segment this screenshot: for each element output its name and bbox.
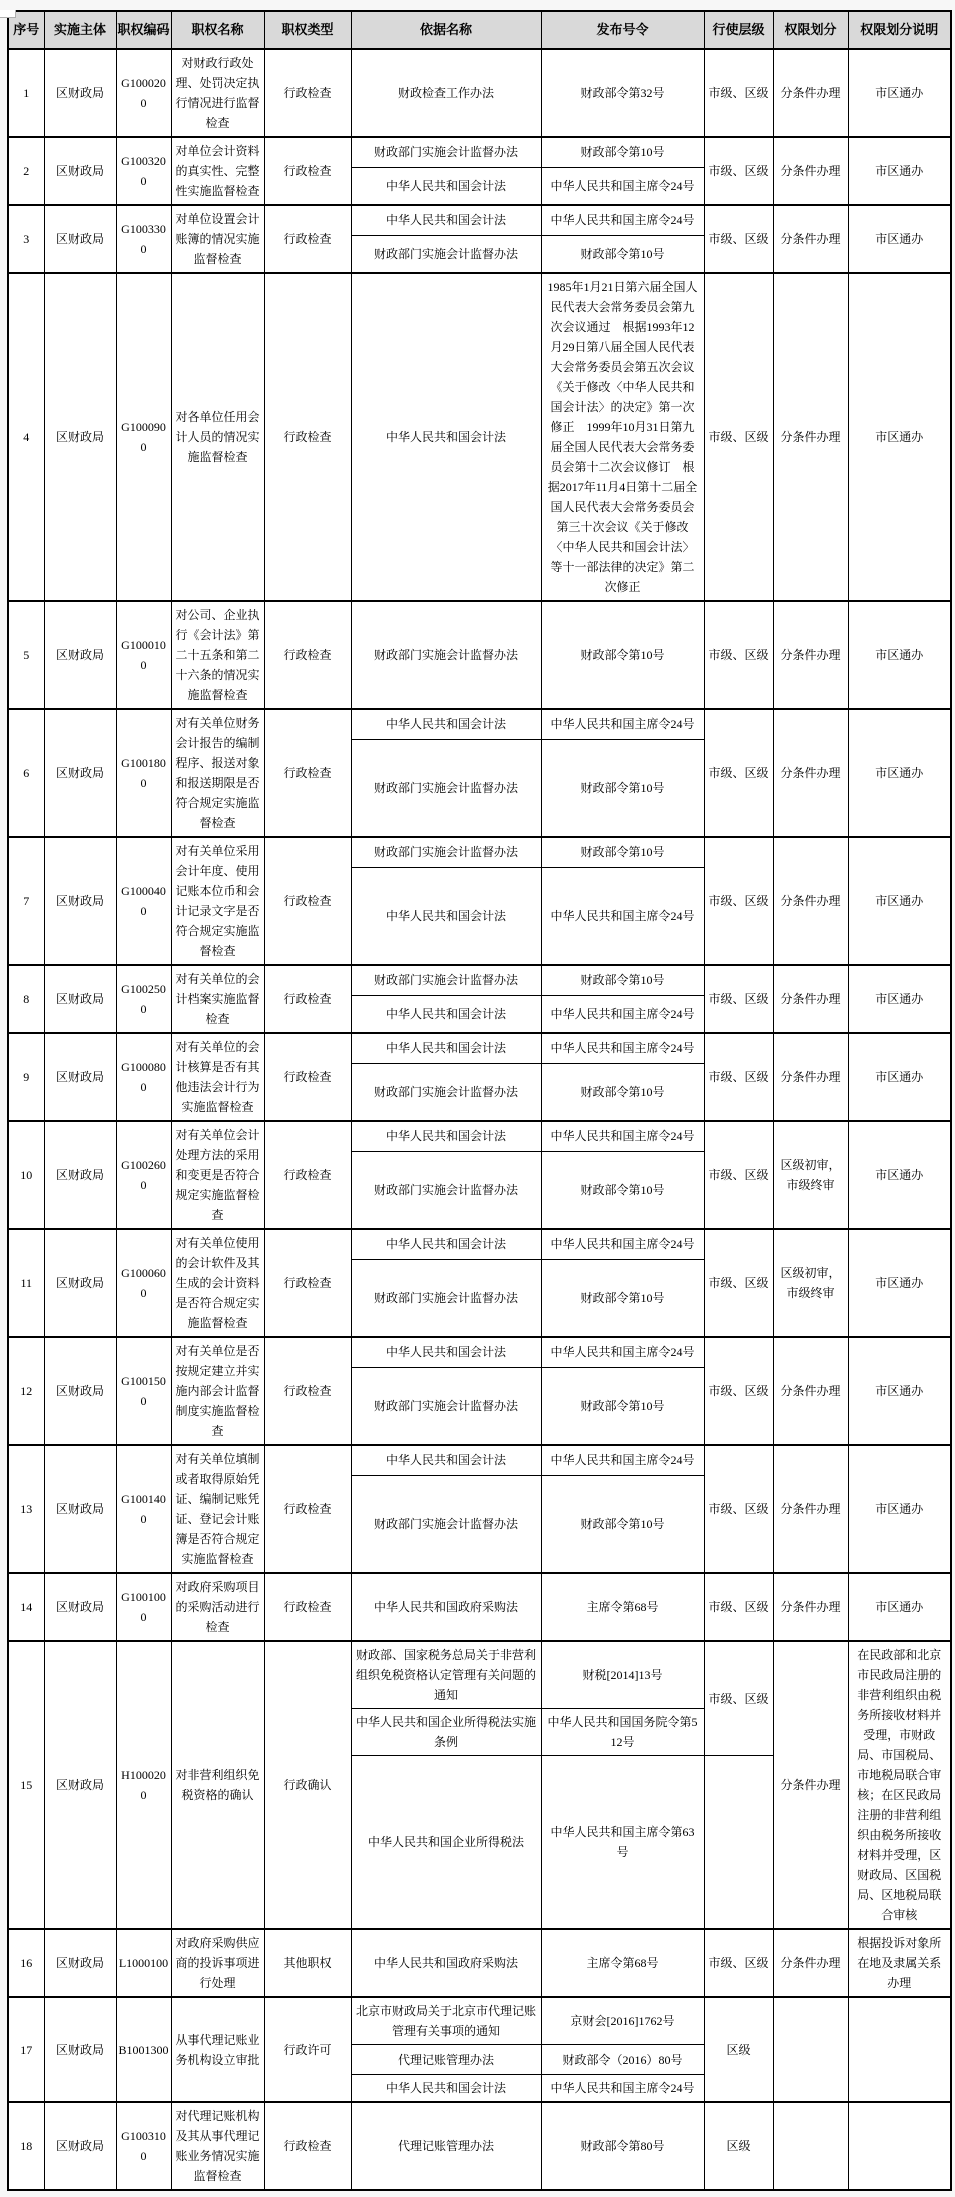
cell-order: 财政部令第32号: [541, 49, 704, 137]
column-header: 职权类型: [264, 11, 351, 49]
cell-serial: 12: [8, 1337, 44, 1445]
column-header: 权限划分: [773, 11, 848, 49]
cell-agency: 区财政局: [44, 137, 116, 205]
cell-name: 对公司、企业执行《会计法》第二十五条和第二十六条的情况实施监督检查: [171, 601, 264, 709]
cell-level: 市级、区级: [704, 965, 773, 1033]
cell-basis: 代理记账管理办法: [351, 2102, 541, 2190]
cell-basis: 财政部门实施会计监督办法: [351, 235, 541, 273]
table-row: [8, 837, 951, 867]
cell-note: 市区通办: [848, 205, 951, 273]
cell-serial: 17: [8, 1997, 44, 2102]
cell-name: 对有关单位使用的会计软件及其生成的会计资料是否符合规定实施监督检查: [171, 1229, 264, 1337]
cell-level: 市级、区级: [704, 601, 773, 709]
cell-note: 根据投诉对象所在地及隶属关系办理: [848, 1929, 951, 1997]
column-header: 权限划分说明: [848, 11, 951, 49]
table-row: [8, 1121, 951, 1151]
cell-type: 行政检查: [264, 601, 351, 709]
cell-code: H1000200: [116, 1641, 171, 1929]
cell-level: 区级: [704, 1997, 773, 2102]
cell-name: 对政府采购供应商的投诉事项进行处理: [171, 1929, 264, 1997]
cell-division: 分条件办理: [773, 1033, 848, 1121]
cell-order: 中华人民共和国主席令24号: [541, 1445, 704, 1475]
cell-code: G1000200: [116, 49, 171, 137]
cell-basis: 中华人民共和国政府采购法: [351, 1573, 541, 1641]
cell-agency: 区财政局: [44, 1445, 116, 1573]
cell-serial: 5: [8, 601, 44, 709]
cell-code: G1000900: [116, 273, 171, 601]
cell-type: 行政检查: [264, 1229, 351, 1337]
cell-code: G1000100: [116, 601, 171, 709]
cell-code: G1002600: [116, 1121, 171, 1229]
cell-order: 中华人民共和国主席令24号: [541, 709, 704, 739]
cell-basis: 代理记账管理办法: [351, 2045, 541, 2075]
cell-agency: 区财政局: [44, 1573, 116, 1641]
cell-note: 市区通办: [848, 709, 951, 837]
cell-basis: 中华人民共和国会计法: [351, 1337, 541, 1367]
cell-order: 财政部令第10号: [541, 1151, 704, 1229]
cell-type: 行政检查: [264, 1573, 351, 1641]
column-header: 实施主体: [44, 11, 116, 49]
cell-type: 行政检查: [264, 1121, 351, 1229]
cell-name: 对单位设置会计账簿的情况实施监督检查: [171, 205, 264, 273]
cell-serial: 9: [8, 1033, 44, 1121]
cell-level: 区级: [704, 2102, 773, 2190]
cell-type: 行政检查: [264, 709, 351, 837]
cell-division: 分条件办理: [773, 1337, 848, 1445]
cell-basis: 财政部门实施会计监督办法: [351, 739, 541, 837]
cell-note: 市区通办: [848, 837, 951, 965]
cell-serial: 6: [8, 709, 44, 837]
cell-note: 市区通办: [848, 965, 951, 1033]
cell-name: 对代理记账机构及其从事代理记账业务情况实施监督检查: [171, 2102, 264, 2190]
cell-type: 行政检查: [264, 137, 351, 205]
table-row: [8, 601, 951, 709]
cell-division: 分条件办理: [773, 205, 848, 273]
cell-division: [773, 1997, 848, 2102]
cell-code: G1000800: [116, 1033, 171, 1121]
cell-basis: 财政部门实施会计监督办法: [351, 837, 541, 867]
table-row: [8, 205, 951, 235]
cell-basis: 中华人民共和国会计法: [351, 1121, 541, 1151]
table-row: [8, 137, 951, 167]
cell-order: 财政部令第10号: [541, 837, 704, 867]
cell-basis: 中华人民共和国会计法: [351, 995, 541, 1033]
cell-order: 中华人民共和国主席令24号: [541, 1121, 704, 1151]
cell-basis: 财政部门实施会计监督办法: [351, 1151, 541, 1229]
cell-order: 中华人民共和国主席令24号: [541, 205, 704, 235]
cell-name: 对有关单位会计处理方法的采用和变更是否符合规定实施监督检查: [171, 1121, 264, 1229]
table-row: [8, 1337, 951, 1367]
cell-order: 中华人民共和国主席令24号: [541, 1229, 704, 1259]
cell-basis: 中华人民共和国会计法: [351, 709, 541, 739]
column-header: 序号: [8, 11, 44, 49]
cell-basis: 财政部门实施会计监督办法: [351, 601, 541, 709]
cell-serial: 15: [8, 1641, 44, 1929]
cell-division: 分条件办理: [773, 49, 848, 137]
cell-type: 行政检查: [264, 273, 351, 601]
cell-basis: 财政部、国家税务总局关于非营利组织免税资格认定管理有关问题的通知: [351, 1641, 541, 1709]
table-row: [8, 49, 951, 137]
cell-level: 市级、区级: [704, 1337, 773, 1445]
cell-name: 对财政行政处理、处罚决定执行情况进行监督检查: [171, 49, 264, 137]
cell-division: 分条件办理: [773, 1445, 848, 1573]
cell-agency: 区财政局: [44, 49, 116, 137]
cell-level: 市级、区级: [704, 205, 773, 273]
cell-division: 分条件办理: [773, 1641, 848, 1929]
cell-code: G1003300: [116, 205, 171, 273]
cell-level: 市级、区级: [704, 137, 773, 205]
corner-artifact: [0, 10, 16, 18]
cell-agency: 区财政局: [44, 273, 116, 601]
cell-order: 财政部令第10号: [541, 1475, 704, 1573]
cell-order: 财政部令第10号: [541, 137, 704, 167]
cell-serial: 18: [8, 2102, 44, 2190]
cell-level: 市级、区级: [704, 1641, 773, 1756]
cell-level: 市级、区级: [704, 1033, 773, 1121]
cell-note: 市区通办: [848, 1229, 951, 1337]
cell-name: 从事代理记账业务机构设立审批: [171, 1997, 264, 2102]
cell-agency: 区财政局: [44, 1929, 116, 1997]
cell-code: G1001000: [116, 1573, 171, 1641]
cell-type: 其他职权: [264, 1929, 351, 1997]
cell-agency: 区财政局: [44, 1229, 116, 1337]
cell-division: 分条件办理: [773, 137, 848, 205]
cell-basis: 中华人民共和国企业所得税法: [351, 1756, 541, 1930]
cell-type: 行政检查: [264, 1337, 351, 1445]
cell-type: 行政确认: [264, 1641, 351, 1929]
cell-serial: 13: [8, 1445, 44, 1573]
table-row: [8, 273, 951, 601]
cell-level: 市级、区级: [704, 1121, 773, 1229]
cell-basis: 中华人民共和国会计法: [351, 867, 541, 965]
cell-basis: 财政部门实施会计监督办法: [351, 1063, 541, 1121]
table-row: [8, 965, 951, 995]
cell-order: 财政部令第10号: [541, 965, 704, 995]
cell-order: 1985年1月21日第六届全国人民代表大会常务委员会第九次会议通过 根据1993年12月29日第八届全国人民代表大会常务委员会第五次会议《关于修改〈中华人民共和国会计法〉的决定》第一次修正 1999年10月31日第九届全国人民代表大会常务委员会第十二次会议修订 根据2017年11月4日第十二届全国人民代表大会常务委员会第三十次会议《关于修改〈中华人民共和国会计法〉等十一部法律的决定》第二次修正: [541, 273, 704, 601]
authority-table: [7, 10, 952, 2191]
cell-agency: 区财政局: [44, 2102, 116, 2190]
cell-name: 对各单位任用会计人员的情况实施监督检查: [171, 273, 264, 601]
cell-type: 行政检查: [264, 2102, 351, 2190]
cell-name: 对有关单位填制或者取得原始凭证、编制记账凭证、登记会计账簿是否符合规定实施监督检查: [171, 1445, 264, 1573]
cell-level: 市级、区级: [704, 49, 773, 137]
cell-agency: 区财政局: [44, 1337, 116, 1445]
cell-code: G1000400: [116, 837, 171, 965]
cell-note: 市区通办: [848, 1573, 951, 1641]
cell-division: 分条件办理: [773, 273, 848, 601]
cell-division: 分条件办理: [773, 709, 848, 837]
cell-name: 对非营利组织免税资格的确认: [171, 1641, 264, 1929]
cell-basis: 财政部门实施会计监督办法: [351, 965, 541, 995]
cell-order: 中华人民共和国国务院令第512号: [541, 1709, 704, 1756]
cell-order: 财政部令第80号: [541, 2102, 704, 2190]
cell-agency: 区财政局: [44, 205, 116, 273]
cell-type: 行政检查: [264, 1445, 351, 1573]
cell-basis: 中华人民共和国会计法: [351, 1229, 541, 1259]
table-row: [8, 1445, 951, 1475]
column-header: 依据名称: [351, 11, 541, 49]
cell-note: 市区通办: [848, 273, 951, 601]
cell-code: G1001500: [116, 1337, 171, 1445]
cell-division: 区级初审，市级终审: [773, 1121, 848, 1229]
cell-type: 行政检查: [264, 965, 351, 1033]
cell-code: G1001800: [116, 709, 171, 837]
cell-order: 中华人民共和国主席令24号: [541, 867, 704, 965]
cell-name: 对有关单位的会计核算是否有其他违法会计行为实施监督检查: [171, 1033, 264, 1121]
table-row: [8, 709, 951, 739]
cell-level: 市级、区级: [704, 273, 773, 601]
cell-division: 分条件办理: [773, 1573, 848, 1641]
cell-code: G1003200: [116, 137, 171, 205]
cell-note: 市区通办: [848, 49, 951, 137]
cell-order: 财政部令第10号: [541, 235, 704, 273]
cell-basis: 中华人民共和国会计法: [351, 273, 541, 601]
cell-basis: 财政部门实施会计监督办法: [351, 1259, 541, 1337]
cell-agency: 区财政局: [44, 709, 116, 837]
cell-order: 中华人民共和国主席令24号: [541, 1033, 704, 1063]
column-header: 职权编码: [116, 11, 171, 49]
cell-basis: 中华人民共和国会计法: [351, 1033, 541, 1063]
table-header: [8, 11, 951, 49]
cell-agency: 区财政局: [44, 837, 116, 965]
cell-name: 对有关单位的会计档案实施监督检查: [171, 965, 264, 1033]
cell-division: 分条件办理: [773, 965, 848, 1033]
cell-level: 市级、区级: [704, 1229, 773, 1337]
cell-name: 对有关单位采用会计年度、使用记账本位币和会计记录文字是否符合规定实施监督检查: [171, 837, 264, 965]
table-row: [8, 1929, 951, 1997]
column-header: 发布号令: [541, 11, 704, 49]
cell-code: G1003100: [116, 2102, 171, 2190]
cell-serial: 14: [8, 1573, 44, 1641]
cell-agency: 区财政局: [44, 1997, 116, 2102]
cell-level: 市级、区级: [704, 1573, 773, 1641]
cell-division: 区级初审，市级终审: [773, 1229, 848, 1337]
cell-code: L1000100: [116, 1929, 171, 1997]
cell-division: 分条件办理: [773, 1929, 848, 1997]
cell-order: 京财会[2016]1762号: [541, 1997, 704, 2045]
cell-division: 分条件办理: [773, 837, 848, 965]
cell-basis: 财政部门实施会计监督办法: [351, 137, 541, 167]
cell-note: 市区通办: [848, 1445, 951, 1573]
cell-note: 市区通办: [848, 601, 951, 709]
cell-order: 中华人民共和国主席令24号: [541, 1337, 704, 1367]
cell-serial: 2: [8, 137, 44, 205]
cell-note: 在民政部和北京市民政局注册的非营利组织由税务所接收材料并受理，市财政局、市国税局、市地税局联合审核；在区民政局注册的非营利组织由税务所接收材料并受理，区财政局、区国税局、区地税局联合审核: [848, 1641, 951, 1929]
cell-order: 财政部令第10号: [541, 601, 704, 709]
cell-order: 主席令第68号: [541, 1573, 704, 1641]
cell-level: [704, 1756, 773, 1930]
cell-code: B1001300: [116, 1997, 171, 2102]
cell-order: 财政部令第10号: [541, 1259, 704, 1337]
cell-agency: 区财政局: [44, 1033, 116, 1121]
table-row: [8, 1641, 951, 1709]
cell-division: [773, 2102, 848, 2190]
cell-basis: 财政部门实施会计监督办法: [351, 1367, 541, 1445]
cell-order: 财政部令第10号: [541, 1367, 704, 1445]
cell-order: 中华人民共和国主席令第63号: [541, 1756, 704, 1930]
cell-serial: 4: [8, 273, 44, 601]
cell-note: 市区通办: [848, 1337, 951, 1445]
table-row: [8, 2102, 951, 2190]
cell-level: 市级、区级: [704, 709, 773, 837]
cell-level: 市级、区级: [704, 837, 773, 965]
cell-agency: 区财政局: [44, 601, 116, 709]
cell-note: 市区通办: [848, 137, 951, 205]
cell-level: 市级、区级: [704, 1929, 773, 1997]
cell-note: 市区通办: [848, 1121, 951, 1229]
cell-code: G1001400: [116, 1445, 171, 1573]
cell-serial: 3: [8, 205, 44, 273]
cell-basis: 中华人民共和国会计法: [351, 1445, 541, 1475]
column-header: 行使层级: [704, 11, 773, 49]
cell-type: 行政许可: [264, 1997, 351, 2102]
cell-agency: 区财政局: [44, 965, 116, 1033]
cell-note: 市区通办: [848, 1033, 951, 1121]
cell-type: 行政检查: [264, 837, 351, 965]
cell-serial: 8: [8, 965, 44, 1033]
cell-basis: 中华人民共和国政府采购法: [351, 1929, 541, 1997]
cell-order: 财政部令第10号: [541, 739, 704, 837]
cell-name: 对单位会计资料的真实性、完整性实施监督检查: [171, 137, 264, 205]
cell-order: 财政部令（2016）80号: [541, 2045, 704, 2075]
cell-code: G1002500: [116, 965, 171, 1033]
cell-order: 中华人民共和国主席令24号: [541, 167, 704, 205]
cell-serial: 10: [8, 1121, 44, 1229]
cell-basis: 中华人民共和国会计法: [351, 167, 541, 205]
cell-name: 对有关单位财务会计报告的编制程序、报送对象和报送期限是否符合规定实施监督检查: [171, 709, 264, 837]
cell-basis: 中华人民共和国会计法: [351, 205, 541, 235]
table-row: [8, 1573, 951, 1641]
cell-division: 分条件办理: [773, 601, 848, 709]
cell-type: 行政检查: [264, 49, 351, 137]
column-header: 职权名称: [171, 11, 264, 49]
cell-code: G1000600: [116, 1229, 171, 1337]
cell-type: 行政检查: [264, 205, 351, 273]
cell-basis: 中华人民共和国企业所得税法实施条例: [351, 1709, 541, 1756]
table-row: [8, 1229, 951, 1259]
cell-name: 对有关单位是否按规定建立并实施内部会计监督制度实施监督检查: [171, 1337, 264, 1445]
cell-order: 财政部令第10号: [541, 1063, 704, 1121]
cell-order: 财税[2014]13号: [541, 1641, 704, 1709]
cell-basis: 财政部门实施会计监督办法: [351, 1475, 541, 1573]
cell-note: [848, 1997, 951, 2102]
cell-agency: 区财政局: [44, 1641, 116, 1929]
table-body: [8, 49, 951, 2190]
cell-basis: 财政检查工作办法: [351, 49, 541, 137]
cell-serial: 7: [8, 837, 44, 965]
table-row: [8, 1033, 951, 1063]
cell-order: 主席令第68号: [541, 1929, 704, 1997]
cell-serial: 16: [8, 1929, 44, 1997]
cell-type: 行政检查: [264, 1033, 351, 1121]
cell-order: 中华人民共和国主席令24号: [541, 2075, 704, 2103]
cell-serial: 11: [8, 1229, 44, 1337]
header-row: [8, 11, 951, 49]
cell-basis: 北京市财政局关于北京市代理记账管理有关事项的通知: [351, 1997, 541, 2045]
cell-note: [848, 2102, 951, 2190]
cell-serial: 1: [8, 49, 44, 137]
cell-basis: 中华人民共和国会计法: [351, 2075, 541, 2103]
cell-agency: 区财政局: [44, 1121, 116, 1229]
cell-order: 中华人民共和国主席令24号: [541, 995, 704, 1033]
cell-level: 市级、区级: [704, 1445, 773, 1573]
cell-name: 对政府采购项目的采购活动进行检查: [171, 1573, 264, 1641]
table-row: [8, 1997, 951, 2045]
